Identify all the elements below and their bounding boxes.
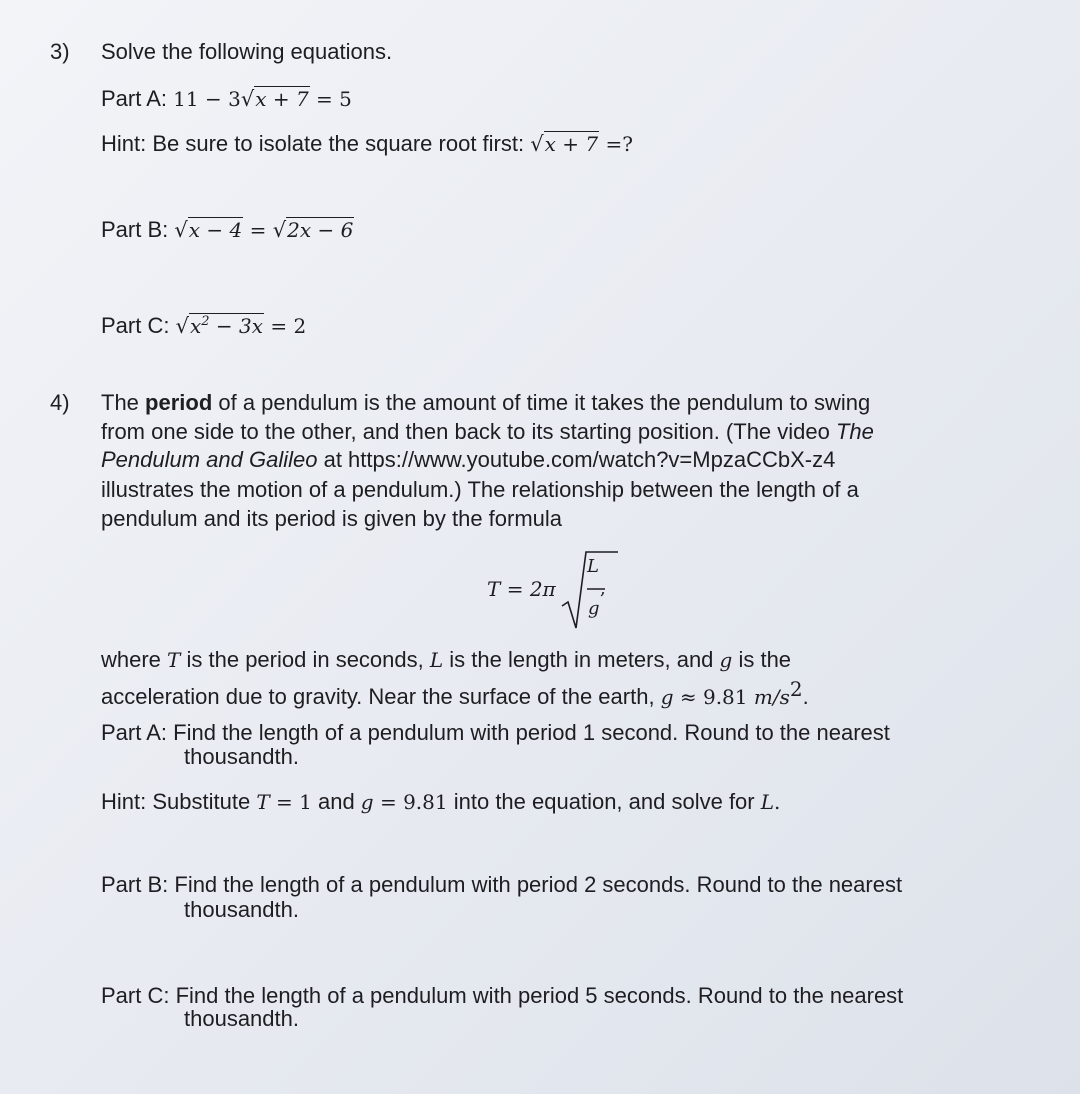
q4-intro-line-3	[101, 446, 835, 473]
q3-title: Solve the following equations.	[101, 39, 393, 64]
q3-part-b-label: Part B:	[101, 217, 169, 242]
var-l: L	[760, 790, 775, 814]
q3-part-c	[101, 308, 306, 340]
q4-period-term: period	[145, 390, 213, 415]
var-t: T	[256, 790, 270, 814]
sqrt-symbol: √x − 4	[174, 218, 243, 242]
q4-hint-value: = 9.81	[373, 790, 448, 814]
q4-part-c-text: Find the length of a pendulum with period 5 seconds. Round to the nearest	[175, 983, 904, 1008]
q4-hint-value: = 1	[269, 790, 312, 814]
gravity-units: m/s	[753, 685, 790, 709]
q3-part-a-equation	[173, 87, 352, 111]
formula-numerator: L	[587, 556, 599, 577]
q3-part-c-label: Part C:	[101, 313, 170, 338]
q4-hint-text: .	[774, 790, 781, 814]
q3-hint-text: Hint: Be sure to isolate the square root first:	[101, 131, 525, 156]
q3-hint	[101, 130, 633, 158]
q4-where-text: .	[802, 684, 809, 709]
q3-part-a-radicand: x + 7	[255, 87, 309, 111]
q4-intro-line-2	[101, 418, 874, 445]
q4-video-title: The	[835, 419, 874, 444]
sqrt-symbol: √x + 7	[530, 132, 599, 156]
q4-where-text: is the	[732, 647, 792, 672]
q4-intro-text: The	[101, 390, 146, 415]
q3-part-a-eq-right: = 5	[309, 87, 352, 111]
q4-where-text: is the period in seconds,	[180, 647, 430, 672]
q4-part-b	[101, 871, 902, 898]
q4-where-text: acceleration due to gravity. Near the surface of the earth,	[101, 684, 661, 709]
formula-lhs: T = 2π	[487, 577, 556, 601]
gravity-value: ≈ 9.81	[673, 685, 754, 709]
q4-intro-text: from one side to the other, and then back to its starting position. (The video	[101, 419, 836, 444]
q3-hint-radicand: x + 7	[544, 132, 599, 156]
q3-part-b-radicand-2: 2x − 6	[287, 218, 354, 242]
q3-part-c-exponent: 2	[201, 314, 210, 329]
q4-part-a-text: Find the length of a pendulum with period 1 second. Round to the nearest	[173, 720, 890, 745]
q3-part-a	[101, 85, 352, 113]
q4-part-b-line-2: thousandth.	[184, 897, 299, 922]
formula-comma: ,	[600, 578, 606, 599]
q4-hint-text: Hint: Substitute	[101, 789, 257, 814]
q3-part-a-label: Part A:	[101, 86, 168, 111]
q4-part-c-line-2: thousandth.	[184, 1006, 299, 1031]
q4-where-text: is the length in meters, and	[443, 647, 720, 672]
q4-part-b-label: Part B:	[101, 872, 169, 897]
q3-hint-tail: =?	[599, 132, 633, 156]
q4-part-a	[101, 719, 890, 746]
var-g: g	[719, 648, 733, 672]
formula-denominator: g	[588, 598, 600, 619]
q4-where-line-1	[101, 646, 791, 674]
q3-part-b	[101, 216, 354, 244]
var-l: L	[429, 648, 444, 672]
q3-part-c-eq-right: = 2	[264, 314, 307, 338]
q3-part-b-radicand-1: x − 4	[188, 218, 243, 242]
q4-video-link[interactable]: at https://www.youtube.com/watch?v=MpzaCCbX-z4	[317, 447, 836, 472]
gravity-units-exponent: 2	[789, 677, 803, 701]
q4-number: 4)	[50, 390, 70, 415]
var-t: T	[167, 648, 181, 672]
q4-hint-text: and	[311, 789, 361, 814]
q3-part-a-eq-left: 11 − 3	[173, 87, 241, 111]
q4-part-b-text: Find the length of a pendulum with period 2 seconds. Round to the nearest	[174, 872, 903, 897]
sqrt-symbol: √2x − 6	[272, 218, 354, 242]
q4-part-a-label: Part A:	[101, 720, 168, 745]
q4-intro-line-5: pendulum and its period is given by the formula	[101, 506, 563, 531]
q4-intro-line-4: illustrates the motion of a pendulum.) The relationship between the length of a	[101, 477, 859, 502]
q4-intro-line-1	[101, 389, 870, 416]
q4-where-text: where	[101, 647, 168, 672]
q4-where-line-2	[101, 676, 809, 711]
q3-part-c-radicand-pre: x	[189, 314, 202, 338]
var-g: g	[360, 790, 374, 814]
q3-part-c-radicand-post: − 3x	[209, 314, 264, 338]
q3-number: 3)	[50, 39, 70, 64]
q4-part-c-label: Part C:	[101, 983, 170, 1008]
var-g: g	[660, 685, 674, 709]
q4-hint	[101, 788, 780, 816]
q4-video-title: Pendulum and Galileo	[101, 447, 318, 472]
q3-part-b-equals: =	[243, 218, 273, 242]
q4-hint-text: into the equation, and solve for	[447, 789, 761, 814]
sqrt-symbol: √x + 7	[240, 87, 309, 111]
q4-intro-text: of a pendulum is the amount of time it takes the pendulum to swing	[212, 390, 871, 415]
q4-part-a-line-2: thousandth.	[184, 744, 299, 769]
sqrt-symbol: $√x^2 - 3x$	[175, 314, 264, 338]
